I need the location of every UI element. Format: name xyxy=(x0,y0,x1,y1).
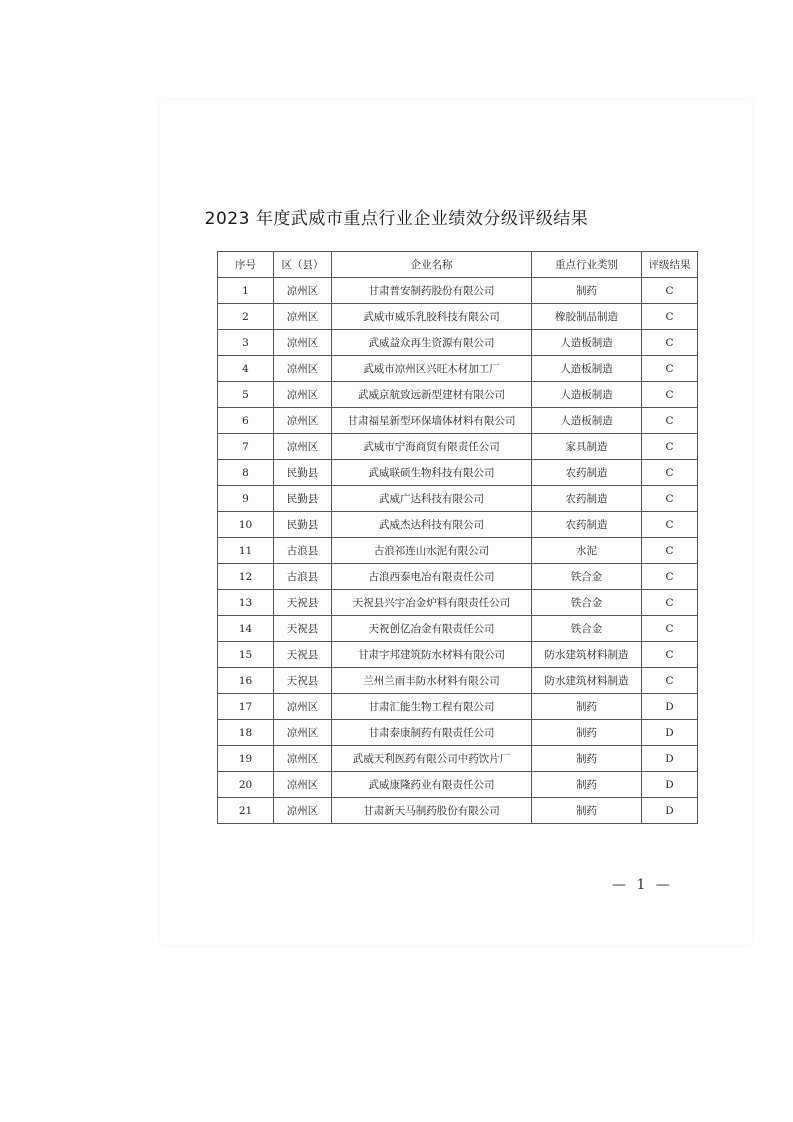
cell-district: 民勤县 xyxy=(274,460,332,486)
document-title: 2023 年度武威市重点行业企业绩效分级评级结果 xyxy=(204,209,589,229)
cell-industry: 铁合金 xyxy=(532,590,642,616)
cell-index: 5 xyxy=(218,382,274,408)
table-row xyxy=(218,512,698,538)
header-index: 序号 xyxy=(218,252,274,278)
cell-company: 武威广达科技有限公司 xyxy=(332,486,532,512)
cell-rating: C xyxy=(642,538,698,564)
cell-index: 2 xyxy=(218,304,274,330)
cell-company: 天祝创亿冶金有限责任公司 xyxy=(332,616,532,642)
table-row xyxy=(218,356,698,382)
table-row xyxy=(218,460,698,486)
cell-company: 甘肃汇能生物工程有限公司 xyxy=(332,694,532,720)
page-number: — 1 — xyxy=(612,877,673,893)
cell-rating: C xyxy=(642,278,698,304)
cell-industry: 制药 xyxy=(532,746,642,772)
header-district: 区（县） xyxy=(274,252,332,278)
table-header-row xyxy=(218,252,698,278)
cell-company: 武威天利医药有限公司中药饮片厂 xyxy=(332,746,532,772)
table-row xyxy=(218,694,698,720)
table-row xyxy=(218,330,698,356)
cell-district: 凉州区 xyxy=(274,746,332,772)
cell-index: 3 xyxy=(218,330,274,356)
cell-company: 古浪祁连山水泥有限公司 xyxy=(332,538,532,564)
cell-industry: 制药 xyxy=(532,694,642,720)
cell-index: 6 xyxy=(218,408,274,434)
cell-rating: C xyxy=(642,512,698,538)
cell-industry: 农药制造 xyxy=(532,486,642,512)
cell-rating: C xyxy=(642,616,698,642)
cell-industry: 制药 xyxy=(532,772,642,798)
cell-company: 甘肃普安制药股份有限公司 xyxy=(332,278,532,304)
cell-company: 兰州兰雨丰防水材料有限公司 xyxy=(332,668,532,694)
cell-district: 古浪县 xyxy=(274,564,332,590)
cell-district: 古浪县 xyxy=(274,538,332,564)
cell-district: 凉州区 xyxy=(274,720,332,746)
cell-district: 凉州区 xyxy=(274,278,332,304)
cell-company: 武威康隆药业有限责任公司 xyxy=(332,772,532,798)
cell-rating: D xyxy=(642,746,698,772)
cell-rating: C xyxy=(642,330,698,356)
cell-district: 凉州区 xyxy=(274,694,332,720)
cell-rating: C xyxy=(642,642,698,668)
cell-company: 甘肃福星新型环保墙体材料有限公司 xyxy=(332,408,532,434)
cell-rating: D xyxy=(642,720,698,746)
cell-index: 13 xyxy=(218,590,274,616)
cell-company: 武威市凉州区兴旺木材加工厂 xyxy=(332,356,532,382)
table-row xyxy=(218,382,698,408)
cell-index: 21 xyxy=(218,798,274,824)
cell-rating: C xyxy=(642,434,698,460)
cell-company: 古浪西泰电冶有限责任公司 xyxy=(332,564,532,590)
cell-industry: 家具制造 xyxy=(532,434,642,460)
cell-company: 甘肃泰康制药有限责任公司 xyxy=(332,720,532,746)
cell-industry: 橡胶制品制造 xyxy=(532,304,642,330)
cell-district: 民勤县 xyxy=(274,512,332,538)
cell-rating: D xyxy=(642,694,698,720)
cell-industry: 人造板制造 xyxy=(532,382,642,408)
table-row xyxy=(218,798,698,824)
cell-district: 民勤县 xyxy=(274,486,332,512)
table-row xyxy=(218,668,698,694)
cell-rating: C xyxy=(642,564,698,590)
cell-index: 18 xyxy=(218,720,274,746)
cell-rating: C xyxy=(642,590,698,616)
table-row xyxy=(218,720,698,746)
table-row xyxy=(218,304,698,330)
cell-district: 天祝县 xyxy=(274,616,332,642)
cell-index: 11 xyxy=(218,538,274,564)
cell-industry: 人造板制造 xyxy=(532,408,642,434)
cell-rating: C xyxy=(642,460,698,486)
cell-index: 9 xyxy=(218,486,274,512)
header-industry: 重点行业类别 xyxy=(532,252,642,278)
cell-rating: D xyxy=(642,798,698,824)
cell-district: 凉州区 xyxy=(274,356,332,382)
table-row xyxy=(218,486,698,512)
cell-rating: C xyxy=(642,382,698,408)
cell-industry: 防水建筑材料制造 xyxy=(532,642,642,668)
table-row xyxy=(218,434,698,460)
cell-rating: C xyxy=(642,486,698,512)
cell-rating: C xyxy=(642,356,698,382)
cell-district: 天祝县 xyxy=(274,642,332,668)
table-row xyxy=(218,408,698,434)
table-row xyxy=(218,538,698,564)
cell-company: 武威市宁海商贸有限责任公司 xyxy=(332,434,532,460)
cell-district: 天祝县 xyxy=(274,668,332,694)
table-body xyxy=(218,278,698,824)
cell-industry: 制药 xyxy=(532,798,642,824)
cell-industry: 人造板制造 xyxy=(532,356,642,382)
table-row xyxy=(218,746,698,772)
cell-index: 8 xyxy=(218,460,274,486)
cell-district: 天祝县 xyxy=(274,590,332,616)
header-company: 企业名称 xyxy=(332,252,532,278)
rating-table xyxy=(217,251,698,824)
cell-district: 凉州区 xyxy=(274,798,332,824)
cell-district: 凉州区 xyxy=(274,382,332,408)
table-row xyxy=(218,278,698,304)
cell-index: 10 xyxy=(218,512,274,538)
cell-index: 12 xyxy=(218,564,274,590)
cell-company: 武威联硕生物科技有限公司 xyxy=(332,460,532,486)
cell-rating: C xyxy=(642,668,698,694)
cell-district: 凉州区 xyxy=(274,304,332,330)
cell-index: 14 xyxy=(218,616,274,642)
cell-district: 凉州区 xyxy=(274,330,332,356)
cell-company: 武威杰达科技有限公司 xyxy=(332,512,532,538)
cell-industry: 铁合金 xyxy=(532,564,642,590)
cell-rating: C xyxy=(642,408,698,434)
cell-index: 1 xyxy=(218,278,274,304)
cell-industry: 农药制造 xyxy=(532,460,642,486)
cell-company: 武威益众再生资源有限公司 xyxy=(332,330,532,356)
cell-district: 凉州区 xyxy=(274,434,332,460)
table-row xyxy=(218,642,698,668)
cell-company: 武威京航致远新型建材有限公司 xyxy=(332,382,532,408)
table-row xyxy=(218,564,698,590)
cell-rating: C xyxy=(642,304,698,330)
cell-index: 16 xyxy=(218,668,274,694)
cell-industry: 人造板制造 xyxy=(532,330,642,356)
cell-industry: 制药 xyxy=(532,278,642,304)
cell-rating: D xyxy=(642,772,698,798)
cell-company: 武威市威乐乳胶科技有限公司 xyxy=(332,304,532,330)
cell-company: 甘肃新天马制药股份有限公司 xyxy=(332,798,532,824)
header-rating: 评级结果 xyxy=(642,252,698,278)
cell-index: 19 xyxy=(218,746,274,772)
cell-index: 15 xyxy=(218,642,274,668)
cell-index: 4 xyxy=(218,356,274,382)
cell-industry: 水泥 xyxy=(532,538,642,564)
cell-company: 甘肃宇邦建筑防水材料有限公司 xyxy=(332,642,532,668)
cell-district: 凉州区 xyxy=(274,408,332,434)
cell-industry: 农药制造 xyxy=(532,512,642,538)
table-row xyxy=(218,590,698,616)
cell-industry: 制药 xyxy=(532,720,642,746)
cell-index: 20 xyxy=(218,772,274,798)
cell-industry: 防水建筑材料制造 xyxy=(532,668,642,694)
cell-industry: 铁合金 xyxy=(532,616,642,642)
table-row xyxy=(218,772,698,798)
cell-district: 凉州区 xyxy=(274,772,332,798)
cell-index: 17 xyxy=(218,694,274,720)
cell-index: 7 xyxy=(218,434,274,460)
cell-company: 天祝县兴宇冶金炉料有限责任公司 xyxy=(332,590,532,616)
table-row xyxy=(218,616,698,642)
